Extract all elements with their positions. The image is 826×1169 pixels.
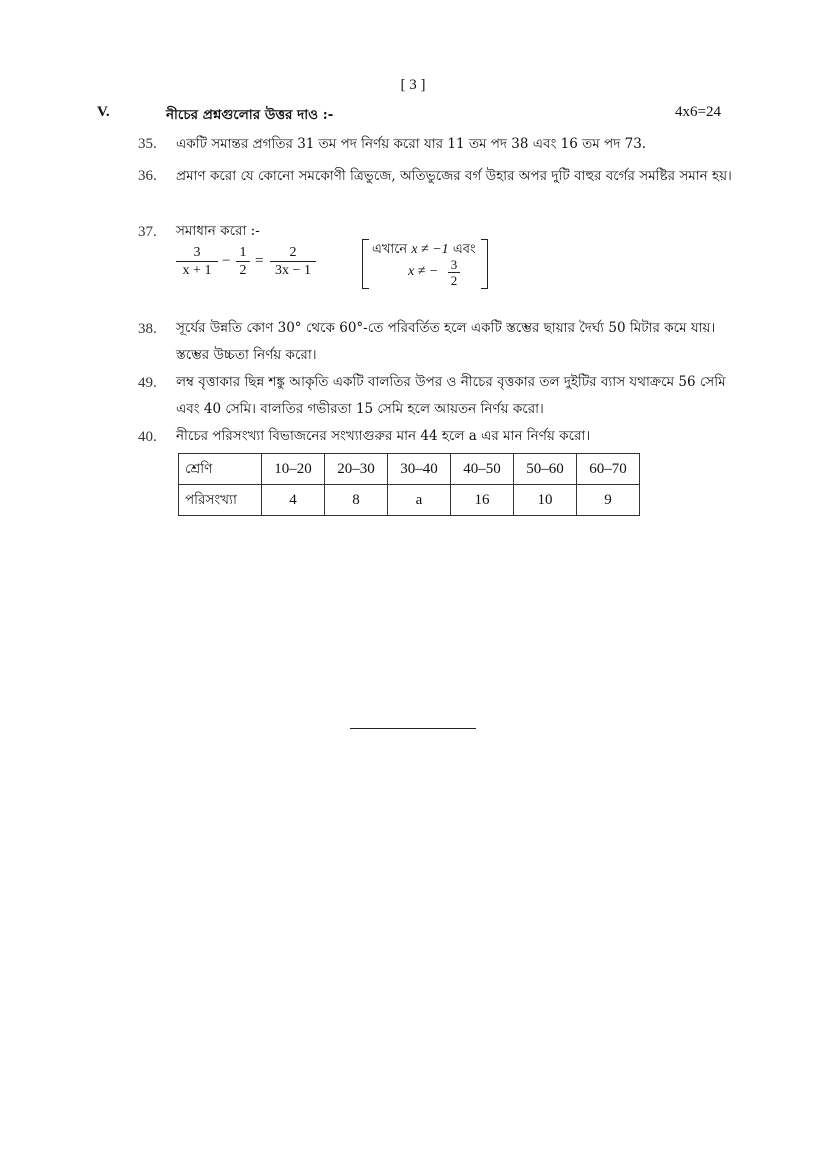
fraction xyxy=(270,244,316,279)
section-number: V. xyxy=(97,104,110,120)
right-bracket xyxy=(481,239,488,289)
question-text: সূর্যের উন্নতি কোণ 30° থেকে 60°-তে পরিবর্তিত হলে একটি স্তম্ভের ছায়ার দৈর্ঘ্য 50 মিটার কমে যায়। স্তম্ভের উচ্চতা নির্ণয় করো। xyxy=(176,320,716,363)
left-bracket xyxy=(362,239,369,289)
table-cell: 10–20 xyxy=(262,454,325,485)
equals-sign: = xyxy=(255,253,264,269)
denominator: 2 xyxy=(450,273,458,288)
question-text: একটি সমান্তর প্রগতির 31 তম পদ নির্ণয় করো যার 11 তম পদ 38 এবং 16 তম পদ 73. xyxy=(176,136,647,152)
condition-line-2: x ≠ − xyxy=(408,264,439,279)
frequency-table xyxy=(178,453,640,516)
denominator: 3x − 1 xyxy=(275,263,311,278)
table-cell: 4 xyxy=(262,485,325,516)
table-cell: 10 xyxy=(514,485,577,516)
table-cell: 60–70 xyxy=(577,454,640,485)
denominator: 2 xyxy=(239,263,247,278)
table-cell: 16 xyxy=(451,485,514,516)
numerator: 3 xyxy=(450,257,458,272)
question-text: নীচের পরিসংখ্যা বিভাজনের সংখ্যাগুরুর মান 44 হলে a এর মান নির্ণয় করো। xyxy=(176,428,591,444)
fraction xyxy=(236,244,250,279)
question-number: 37. xyxy=(138,224,157,240)
table-cell: 30–40 xyxy=(388,454,451,485)
question-text: সমাধান করো :- xyxy=(176,223,260,239)
table-cell: 20–30 xyxy=(325,454,388,485)
question-number: 49. xyxy=(138,375,157,391)
denominator: x + 1 xyxy=(182,263,212,278)
numerator: 1 xyxy=(239,245,247,260)
question-number: 36. xyxy=(138,168,157,184)
fraction xyxy=(448,257,460,288)
question-text: লম্ব বৃত্তাকার ছিন্ন শঙ্কু আকৃতি একটি বালতির উপর ও নীচের বৃত্তকার তল দুইটির ব্যাস যথাক্রমে 56 সেমি এবং 40 সেমি। বালতির গভীরতা 15 সেমি হলে আয়তন নির্ণয় করো। xyxy=(176,374,726,417)
table-cell: 50–60 xyxy=(514,454,577,485)
table-header-label: শ্রেণি xyxy=(179,454,262,485)
numerator: 2 xyxy=(289,245,297,260)
condition-line-1: এখানে x ≠ −1 এবং xyxy=(372,242,476,257)
table-cell: 8 xyxy=(325,485,388,516)
table-row-label: পরিসংখ্যা xyxy=(179,485,262,516)
page-number: [ 3 ] xyxy=(400,77,426,93)
minus-sign: − xyxy=(222,253,231,269)
table-row xyxy=(179,485,640,516)
table-cell: 9 xyxy=(577,485,640,516)
end-divider xyxy=(350,728,476,729)
numerator: 3 xyxy=(193,245,201,260)
question-text: প্রমাণ করো যে কোনো সমকোণী ত্রিভুজে, অতিভুজের বর্গ উহার অপর দুটি বাহুর বর্গের সমষ্টির সমান হয়। xyxy=(176,168,732,184)
question-number: 38. xyxy=(138,321,157,337)
question-number: 35. xyxy=(138,136,157,152)
table-cell: a xyxy=(388,485,451,516)
question-number: 40. xyxy=(138,429,157,445)
section-title: নীচের প্রশ্নগুলোর উত্তর দাও :- xyxy=(166,107,334,123)
table-cell: 40–50 xyxy=(451,454,514,485)
section-marks: 4x6=24 xyxy=(675,104,721,120)
fraction xyxy=(176,244,218,279)
table-row xyxy=(179,454,640,485)
